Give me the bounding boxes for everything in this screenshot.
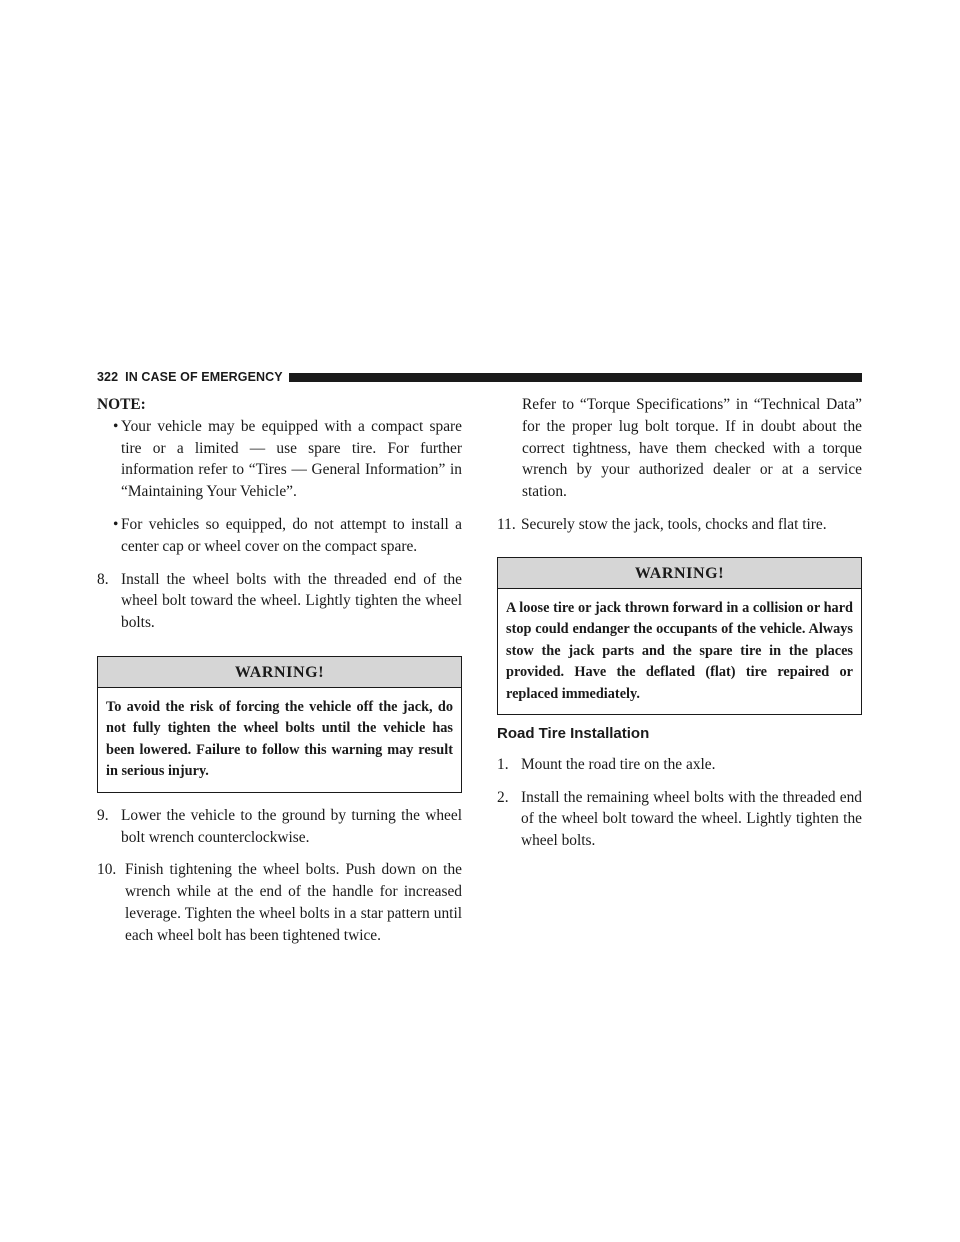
step-text: Lower the vehicle to the ground by turning the wheel bolt wrench counterclockwise. [121, 806, 462, 846]
left-column [97, 394, 462, 947]
warning-body: A loose tire or jack thrown forward in a collision or hard stop could endanger the occupants of the vehicle. Always stow the jack parts and the spare tire in the places provided. Have the deflated (flat) tire repaired or replaced immediately. [506, 599, 853, 702]
bullet-dot-icon: • [113, 515, 119, 533]
step-text: Securely stow the jack, tools, chocks and flat tire. [521, 515, 827, 533]
step-text: Finish tightening the wheel bolts. Push down on the wrench while at the end of the handle for increased leverage. Tighten the wheel bolts in a star pattern until each wheel bolt has been tightened twice. [125, 861, 462, 944]
page-header [97, 370, 862, 384]
step-number: 2. [497, 788, 509, 806]
bullet-dot-icon: • [113, 417, 119, 435]
right-column [497, 394, 862, 852]
warning-title: WARNING! [498, 558, 861, 589]
warning-box [97, 656, 462, 793]
step-number: 1. [497, 755, 509, 773]
note-bullet-text: For vehicles so equipped, do not attempt to install a center cap or wheel cover on the compact spare. [121, 515, 462, 555]
step-10 [97, 859, 462, 946]
step-text: Install the remaining wheel bolts with the threaded end of the wheel bolt toward the wheel. Lightly tighten the wheel bolts. [521, 788, 862, 850]
step-10-continued: Refer to “Torque Specifications” in “Technical Data” for the proper lug bolt torque. If in doubt about the correct tightness, have them checked with a torque wrench by your authorized dealer or at a service station. [522, 396, 862, 501]
warning-title: WARNING! [98, 657, 461, 688]
step-number: 11. [497, 515, 516, 533]
warning-box [497, 557, 862, 715]
step-11 [497, 514, 862, 536]
step-text: Mount the road tire on the axle. [521, 755, 716, 773]
note-label: NOTE: [97, 396, 146, 413]
road-tire-step-2 [497, 787, 862, 852]
note-bullet [97, 416, 462, 503]
note-bullet [97, 514, 462, 558]
step-number: 10. [97, 861, 117, 879]
note-bullet-text: Your vehicle may be equipped with a compact spare tire or a limited — use spare tire. For further information refer to “Tires — General Information” in “Maintaining Your Vehicle”. [121, 417, 462, 501]
road-tire-step-1 [497, 754, 862, 776]
step-9 [97, 805, 462, 849]
step-number: 9. [97, 806, 109, 824]
page-number: 322 [97, 370, 119, 384]
step-8 [97, 569, 462, 634]
header-rule [289, 373, 862, 382]
step-number: 8. [97, 570, 109, 588]
step-text: Install the wheel bolts with the threaded end of the wheel bolt toward the wheel. Lightly tighten the wheel bolts. [121, 570, 462, 632]
section-heading: Road Tire Installation [497, 725, 650, 743]
section-title: IN CASE OF EMERGENCY [125, 370, 283, 384]
warning-body: To avoid the risk of forcing the vehicle off the jack, do not fully tighten the wheel bolts until the vehicle has been lowered. Failure to follow this warning may result in serious injury. [106, 698, 453, 780]
